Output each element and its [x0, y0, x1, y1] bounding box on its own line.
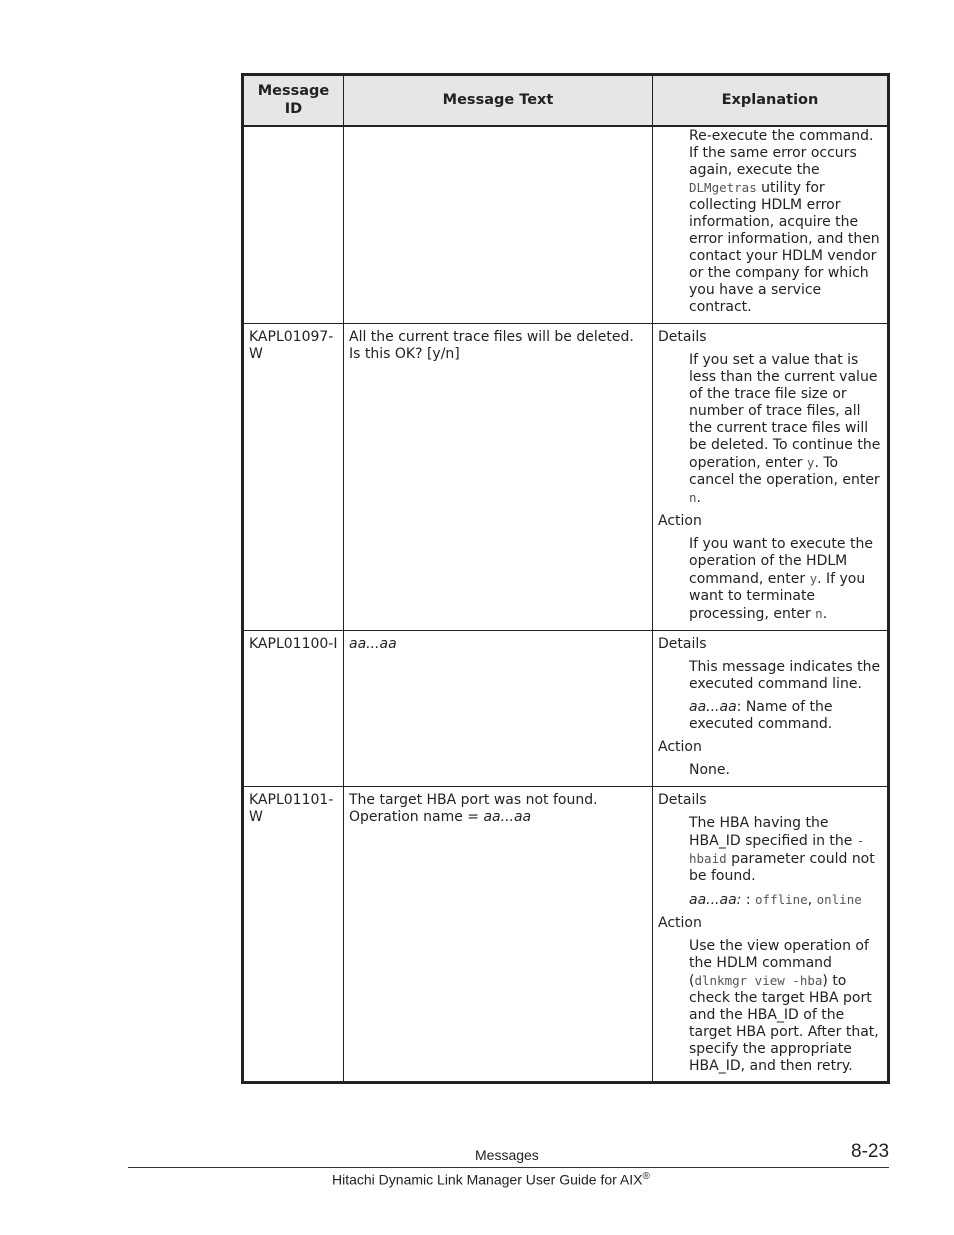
explanation-paragraph: Re-execute the command. If the same error occurs again, execute the DLMgetras utility for collecting HDLM error information, acquire the error information, and then contact your HDLM vendor or the company for which you have a service contract. [689, 127, 880, 315]
cell-explanation [653, 126, 888, 324]
footer-divider [128, 1167, 889, 1168]
page-number: 8-23 [851, 1141, 890, 1162]
header-message-text: Message Text [344, 76, 653, 126]
cell-text: All the current trace files will be deleted. Is this OK? [y/n] [344, 323, 653, 630]
header-explanation: Explanation [653, 76, 888, 126]
action-paragraph: None. [689, 761, 730, 778]
cell-id: KAPL01100-I [244, 630, 344, 786]
cell-text: aa...aa [344, 630, 653, 786]
details-heading: Details [658, 635, 707, 652]
table-row [244, 323, 888, 630]
action-paragraph: If you want to execute the operation of the HDLM command, enter y. If you want to terminate processing, enter n. [689, 535, 873, 622]
footer-document-title: Hitachi Dynamic Link Manager User Guide for AIX® [332, 1171, 650, 1188]
table-row [244, 630, 888, 786]
action-heading: Action [658, 738, 702, 755]
cell-explanation [653, 323, 888, 630]
details-paragraph: aa...aa: Name of the executed command. [689, 698, 833, 732]
table-header-row [244, 76, 888, 126]
table-row [244, 126, 888, 324]
cell-text [344, 126, 653, 324]
details-heading: Details [658, 328, 707, 345]
action-paragraph: Use the view operation of the HDLM command (dlnkmgr view -hba) to check the target HBA port and the HBA_ID of the target HBA port. After that, specify the appropriate HBA_ID, and then retry. [689, 937, 879, 1074]
cell-id: KAPL01101-W [244, 786, 344, 1081]
details-paragraph: If you set a value that is less than the current value of the trace file size or number of trace files, all the current trace files will be deleted. To continue the operation, enter y. To cancel the operation, enter n. [689, 351, 881, 506]
table-row [244, 786, 888, 1081]
cell-explanation [653, 786, 888, 1081]
details-heading: Details [658, 791, 707, 808]
details-paragraph: aa...aa: : offline, online [689, 891, 862, 908]
action-heading: Action [658, 512, 702, 529]
messages-table [241, 73, 890, 1084]
cell-text: The target HBA port was not found. Operation name = aa...aa [344, 786, 653, 1081]
cell-id: KAPL01097-W [244, 323, 344, 630]
cell-id [244, 126, 344, 324]
cell-explanation [653, 630, 888, 786]
action-heading: Action [658, 914, 702, 931]
details-paragraph: This message indicates the executed command line. [689, 658, 881, 692]
header-message-id: Message ID [244, 76, 344, 126]
details-paragraph: The HBA having the HBA_ID specified in the -hbaid parameter could not be found. [689, 814, 875, 884]
footer-section-name: Messages [475, 1147, 539, 1163]
